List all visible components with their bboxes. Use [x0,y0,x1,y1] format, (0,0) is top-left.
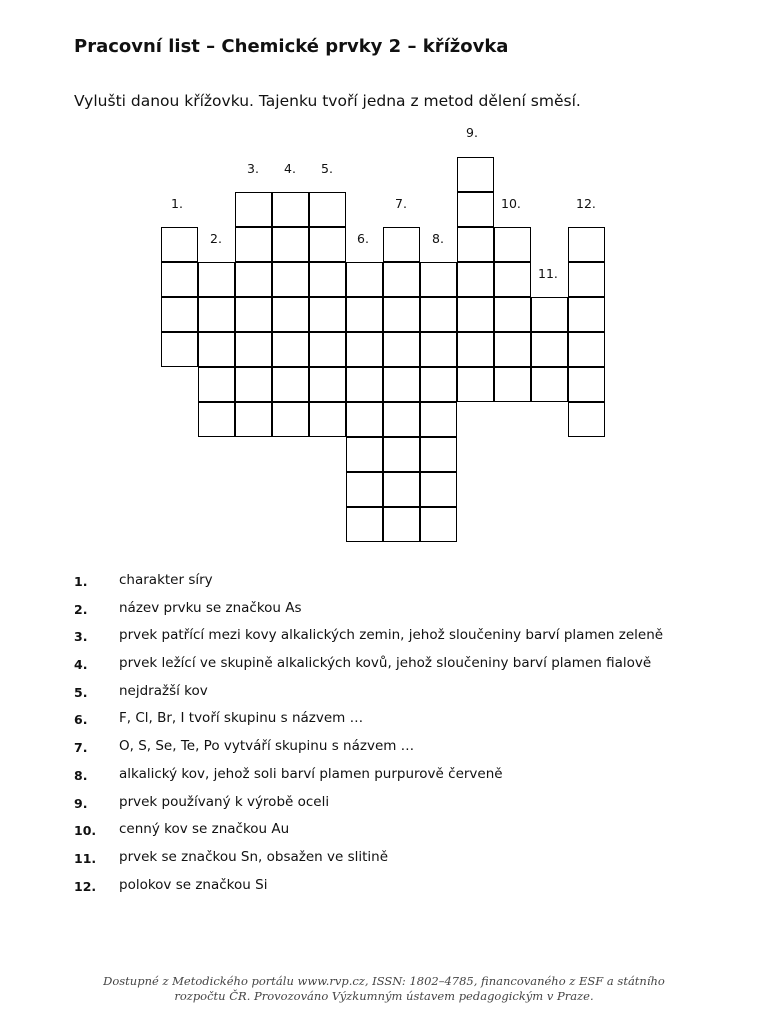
clue-list [74,570,714,902]
clue-list-number: 9. [74,795,88,811]
crossword-cell[interactable] [457,262,494,297]
crossword-cell[interactable] [161,227,198,262]
crossword-cell[interactable] [198,402,235,437]
crossword-cell[interactable] [531,332,568,367]
clue-text: O, S, Se, Te, Po vytváří skupinu s názvem … [119,738,415,755]
crossword-cell[interactable] [420,472,457,507]
crossword-cell[interactable] [383,332,420,367]
crossword-cell[interactable] [457,192,494,227]
crossword-cell[interactable] [272,332,309,367]
crossword-cell[interactable] [420,262,457,297]
clue-text: polokov se značkou Si [119,876,268,893]
crossword-cell[interactable] [198,367,235,402]
crossword-cell[interactable] [457,297,494,332]
list-item [74,625,714,653]
crossword-cell[interactable] [457,332,494,367]
clue-text: cenný kov se značkou Au [119,821,290,838]
clue-list-number: 10. [74,823,97,839]
crossword-cell[interactable] [346,507,383,542]
clue-list-number: 5. [74,684,88,700]
clue-number-4: 4. [284,161,296,176]
crossword-cell[interactable] [420,297,457,332]
clue-list-number: 8. [74,767,88,783]
clue-text: charakter síry [119,572,213,588]
footer-line-1: Dostupné z Metodického portálu www.rvp.cz, ISSN: 1802–4785, financovaného z ESF a státního [103,974,665,988]
clue-number-12: 12. [576,196,596,211]
crossword-cell[interactable] [309,297,346,332]
clue-number-6: 6. [357,231,369,246]
clue-text: alkalický kov, jehož soli barví plamen purpurově červeně [119,765,503,782]
crossword-cell[interactable] [346,262,383,297]
clue-text: nejdražší kov [119,682,208,699]
crossword-cell[interactable] [235,227,272,262]
crossword-cell[interactable] [383,227,420,262]
crossword-cell[interactable] [346,332,383,367]
crossword-cell[interactable] [272,192,309,227]
page-title: Pracovní list – Chemické prvky 2 – křížovka [74,36,509,57]
list-item [74,875,714,903]
crossword-cell[interactable] [346,472,383,507]
crossword-cell[interactable] [346,297,383,332]
list-item [74,653,714,681]
clue-text: název prvku se značkou As [119,599,302,616]
crossword-cell[interactable] [309,402,346,437]
clue-number-10: 10. [501,196,521,211]
crossword-cell[interactable] [235,332,272,367]
list-item [74,764,714,792]
list-item [74,570,714,598]
clue-text: prvek patřící mezi kovy alkalických zemin, jehož sloučeniny barví plamen zeleně [119,627,664,644]
crossword-cell[interactable] [198,332,235,367]
crossword-cell[interactable] [309,192,346,227]
page-footer [64,974,704,1004]
crossword-cell[interactable] [420,507,457,542]
crossword-cell[interactable] [494,332,531,367]
clue-number-9: 9. [466,125,478,140]
crossword-cell[interactable] [568,297,605,332]
clue-text: prvek se značkou Sn, obsažen ve slitině [119,848,389,865]
footer-line-2: rozpočtu ČR. Provozováno Výzkumným ústavem pedagogickým v Praze. [174,989,594,1003]
crossword-cell[interactable] [420,437,457,472]
clue-text: F, Cl, Br, I tvoří skupinu s názvem … [119,710,364,727]
crossword-cell[interactable] [235,402,272,437]
list-item [74,708,714,736]
crossword-cell[interactable] [272,367,309,402]
crossword-cell[interactable] [272,262,309,297]
crossword-cell[interactable] [383,367,420,402]
list-item [74,598,714,626]
list-item [74,792,714,820]
clue-text: prvek používaný k výrobě oceli [119,793,330,810]
crossword-cell[interactable] [568,262,605,297]
clue-list-number: 3. [74,629,88,645]
crossword-cell[interactable] [235,262,272,297]
crossword-cell[interactable] [420,367,457,402]
clue-number-3: 3. [247,161,259,176]
crossword-cell[interactable] [383,262,420,297]
clue-number-7: 7. [395,196,407,211]
instruction-text: Vylušti danou křížovku. Tajenku tvoří jedna z metod dělení směsí. [74,92,581,110]
crossword-cell[interactable] [383,437,420,472]
crossword-cell[interactable] [346,367,383,402]
crossword-cell[interactable] [457,157,494,192]
crossword-cell[interactable] [272,297,309,332]
clue-list-number: 4. [74,657,88,673]
clue-list-number: 12. [74,878,97,894]
crossword-cell[interactable] [235,367,272,402]
crossword-cell[interactable] [420,332,457,367]
clue-list-number: 11. [74,850,97,866]
list-item [74,681,714,709]
clue-list-number: 7. [74,740,88,756]
crossword-cell[interactable] [531,367,568,402]
crossword-cell[interactable] [568,227,605,262]
crossword-cell[interactable] [457,367,494,402]
crossword-cell[interactable] [346,437,383,472]
crossword-cell[interactable] [383,297,420,332]
crossword-cell[interactable] [568,402,605,437]
crossword-cell[interactable] [161,297,198,332]
crossword-cell[interactable] [198,262,235,297]
clue-number-1: 1. [171,196,183,211]
clue-number-2: 2. [210,231,222,246]
crossword-cell[interactable] [383,472,420,507]
crossword-cell[interactable] [494,227,531,262]
clue-number-5: 5. [321,161,333,176]
crossword-cell[interactable] [161,332,198,367]
crossword-cell[interactable] [531,297,568,332]
crossword-cell[interactable] [494,297,531,332]
crossword-cell[interactable] [568,367,605,402]
crossword-cell[interactable] [309,262,346,297]
crossword-cell[interactable] [235,192,272,227]
list-item [74,847,714,875]
crossword-cell[interactable] [272,227,309,262]
crossword-cell[interactable] [161,262,198,297]
crossword-cell[interactable] [309,332,346,367]
clue-list-number: 6. [74,712,88,728]
crossword-cell[interactable] [494,262,531,297]
crossword-cell[interactable] [272,402,309,437]
list-item [74,819,714,847]
crossword-cell[interactable] [568,332,605,367]
clue-text: prvek ležící ve skupině alkalických kovů, jehož sloučeniny barví plamen fialově [119,655,652,672]
list-item [74,736,714,764]
crossword-cell[interactable] [457,227,494,262]
crossword-cell[interactable] [383,507,420,542]
crossword-cell[interactable] [420,402,457,437]
crossword-cell[interactable] [383,402,420,437]
crossword-cell[interactable] [346,402,383,437]
crossword-cell[interactable] [494,367,531,402]
clue-number-8: 8. [432,231,444,246]
crossword-cell[interactable] [309,227,346,262]
crossword-cell[interactable] [309,367,346,402]
clue-list-number: 2. [74,601,88,617]
clue-number-11: 11. [538,266,558,281]
clue-list-number: 1. [74,574,88,589]
crossword-cell[interactable] [198,297,235,332]
crossword-cell[interactable] [235,297,272,332]
